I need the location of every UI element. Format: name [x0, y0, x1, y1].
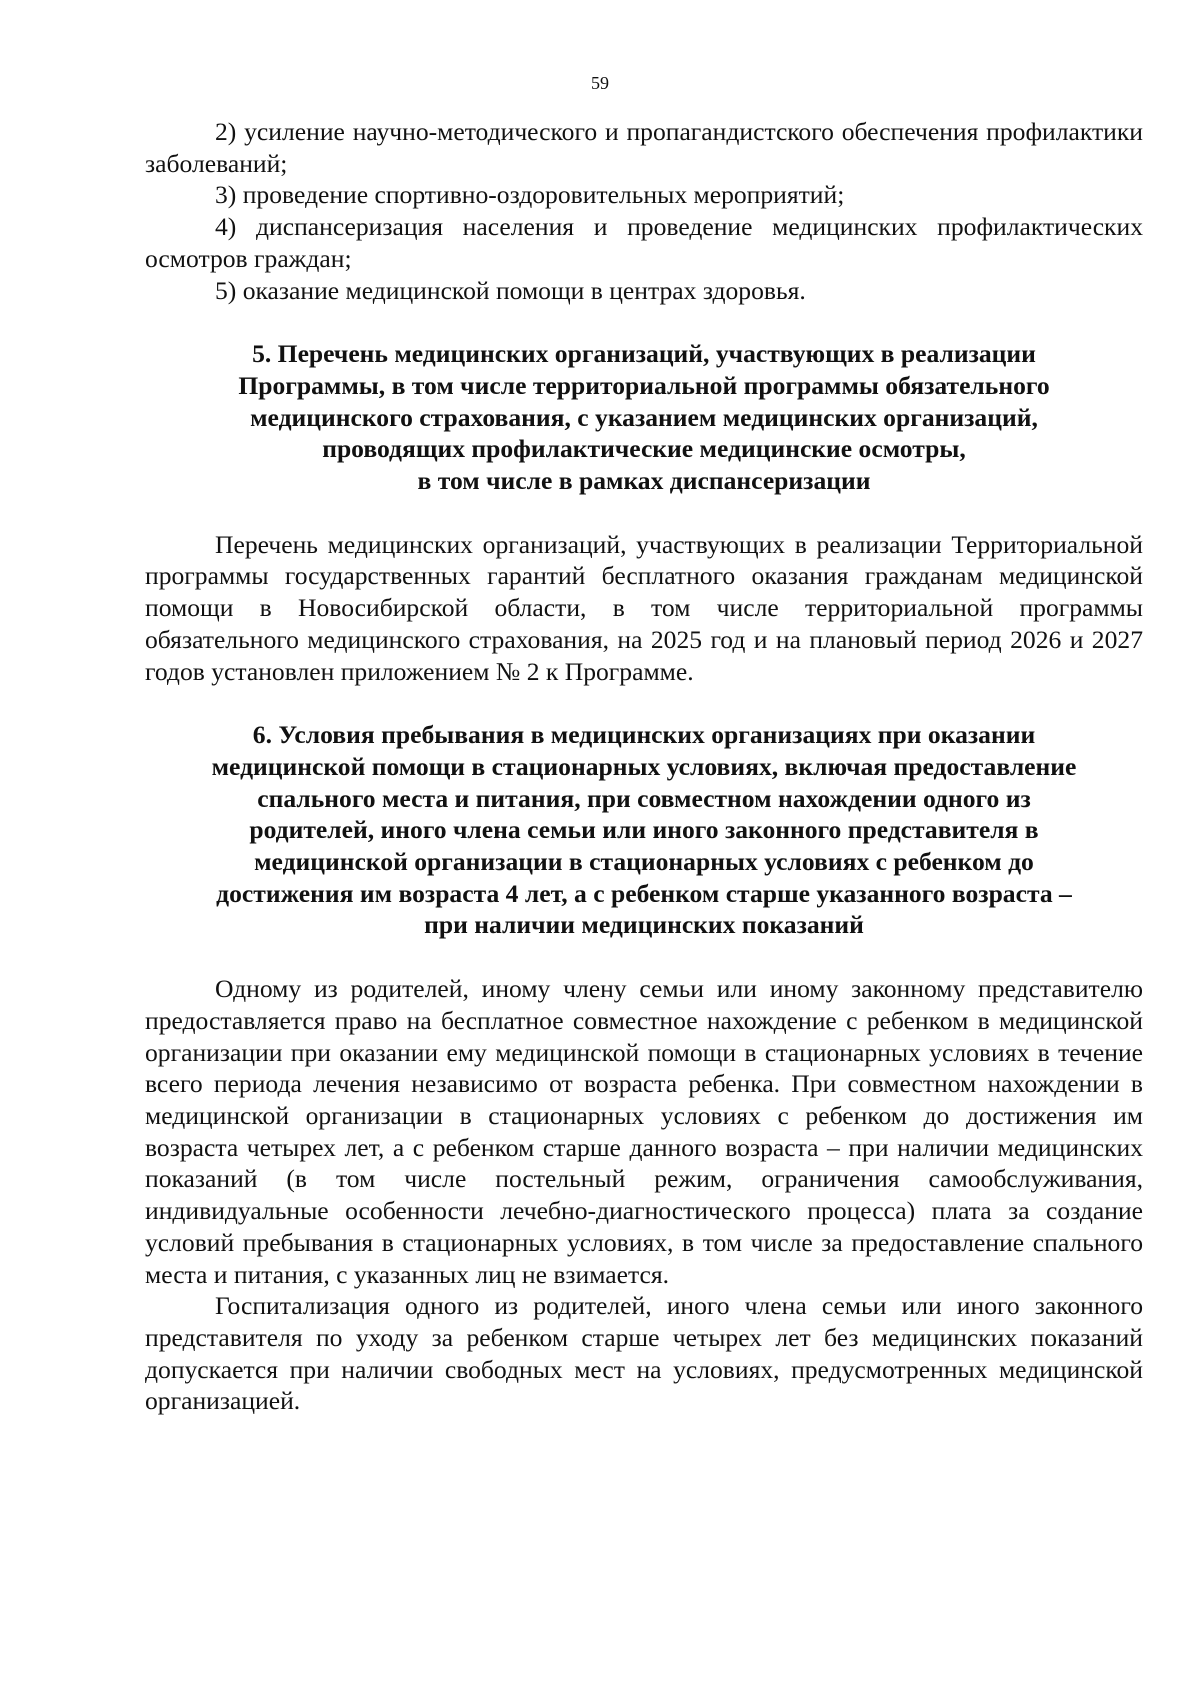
page-content	[145, 116, 1143, 1417]
heading-line: Программы, в том числе территориальной программы обязательного	[238, 370, 1050, 400]
heading-line: спального места и питания, при совместном нахождении одного из	[257, 783, 1031, 813]
list-item: 3) проведение спортивно-оздоровительных мероприятий;	[215, 180, 845, 210]
list-item: 2) усиление научно-методического и пропагандистского обеспечения профилактики заболеваний;	[145, 117, 1143, 178]
section-6-paragraph: Госпитализация одного из родителей, иного члена семьи или иного законного представителя по уходу за ребенком старше четырех лет без медицинских показаний допускается при наличии свободных мест на условиях, предусмотренных медицинской организацией.	[145, 1291, 1143, 1416]
heading-line: медицинской помощи в стационарных условиях, включая предоставление	[211, 751, 1077, 781]
section-5-paragraph: Перечень медицинских организаций, участвующих в реализации Территориальной программы государственных гарантий бесплатного оказания гражданам медицинской помощи в Новосибирской области, в том числе территориальной программы обязательного медицинского страхования, на 2025 год и на плановый период 2026 и 2027 годов установлен приложением № 2 к Программе.	[145, 529, 1143, 686]
list-item: 4) диспансеризация населения и проведение медицинских профилактических осмотров граждан;	[145, 212, 1143, 273]
list-item: 5) оказание медицинской помощи в центрах здоровья.	[215, 275, 806, 305]
heading-line: в том числе в рамках диспансеризации	[417, 466, 871, 496]
heading-line: медицинского страхования, с указанием медицинских организаций,	[250, 402, 1038, 432]
heading-line: при наличии медицинских показаний	[424, 910, 864, 940]
heading-line: 6. Условия пребывания в медицинских организациях при оказании	[252, 720, 1036, 750]
page-number: 59	[591, 73, 609, 93]
heading-line: проводящих профилактические медицинские осмотры,	[322, 434, 966, 464]
heading-line: достижения им возраста 4 лет, а с ребенком старше указанного возраста –	[216, 878, 1072, 908]
heading-line: родителей, иного члена семьи или иного законного представителя в	[249, 815, 1039, 845]
section-6-heading	[145, 719, 1143, 941]
section-5-heading	[145, 338, 1143, 497]
heading-line: 5. Перечень медицинских организаций, участвующих в реализации	[252, 339, 1036, 369]
section-6-paragraph: Одному из родителей, иному члену семьи или иному законному представителю предоставляется право на бесплатное совместное нахождение с ребенком в медицинской организации при оказании ему медицинской помощи в стационарных условиях в течение всего периода лечения независимо от возраста ребенка. При совместном нахождении в медицинской организации в стационарных условиях с ребенком до достижения им возраста четырех лет, а с ребенком старше данного возраста – при наличии медицинских показаний (в том числе постельный режим, ограничения самообслуживания, индивидуальные особенности лечебно-диагностического процесса) плата за создание условий пребывания в стационарных условиях, в том числе за предоставление спального места и питания, с указанных лиц не взимается.	[145, 974, 1143, 1289]
heading-line: медицинской организации в стационарных условиях с ребенком до	[254, 847, 1034, 877]
